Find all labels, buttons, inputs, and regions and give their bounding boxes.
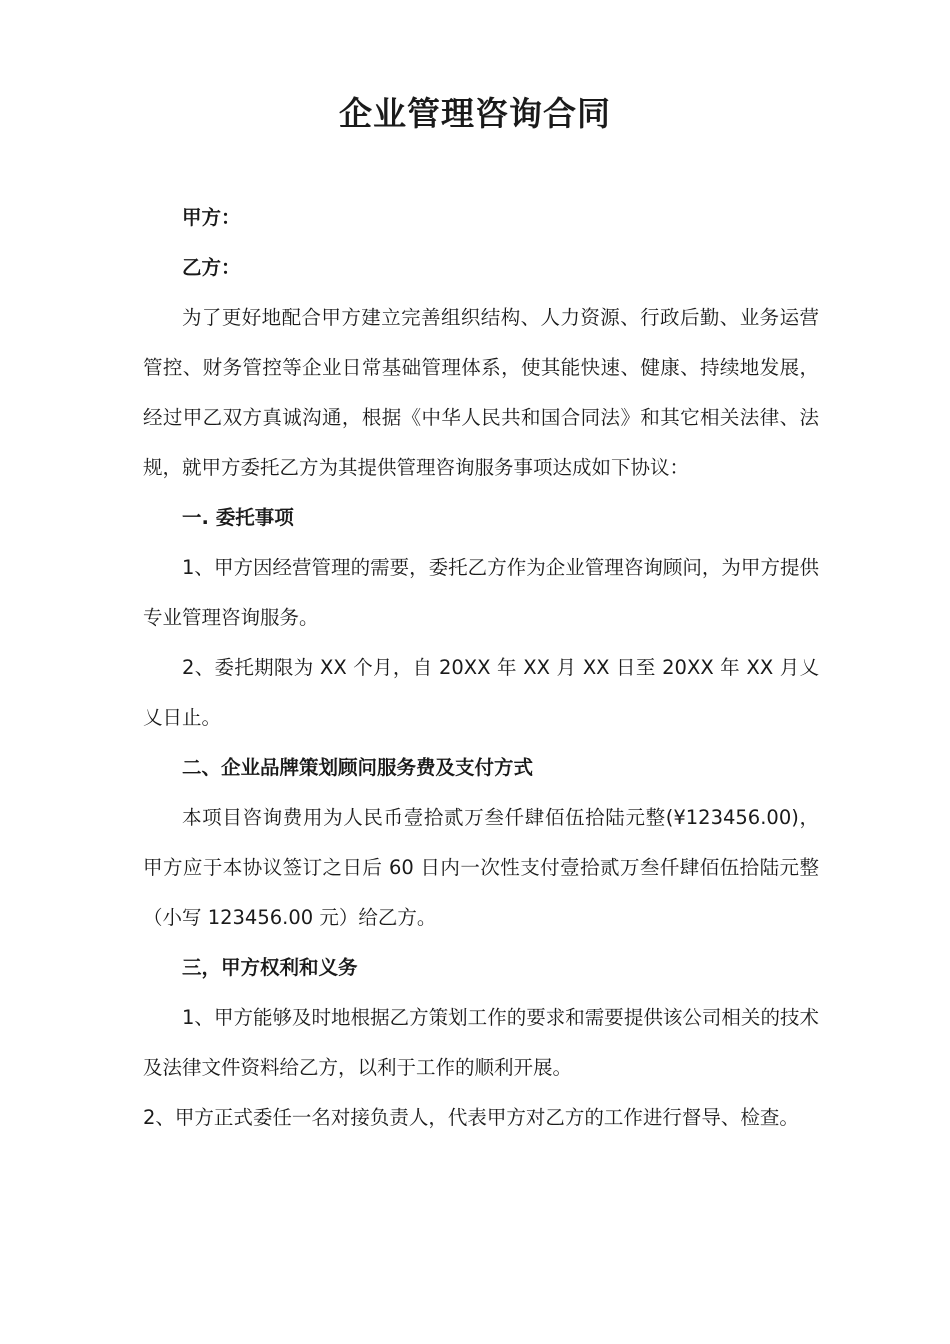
section-1-item-1: 1、甲方因经营管理的需要，委托乙方作为企业管理咨询顾问，为甲方提供专业管理咨询服务。 <box>143 556 819 629</box>
section-1-item-2: 2、委托期限为 XX 个月，自 20XX 年 XX 月 XX 日至 20XX 年 XX 月乂乂日止。 <box>143 656 819 729</box>
section-2-body: 本项目咨询费用为人民币壹拾贰万叁仟肆佰伍拾陆元整(¥123456.00)，甲方应于本协议签订之日后 60 日内一次性支付壹拾贰万叁仟肆佰伍拾陆元整（小写 123456.00 元）给乙方。 <box>143 806 819 929</box>
document-body <box>143 193 819 1143</box>
section-3-item-2: 2、甲方正式委任一名对接负责人，代表甲方对乙方的工作进行督导、检查。 <box>143 1106 799 1129</box>
section-3-item-1: 1、甲方能够及时地根据乙方策划工作的要求和需要提供该公司相关的技术及法律文件资料给乙方，以利于工作的顺利开展。 <box>143 1006 819 1079</box>
section-3-heading: 三，甲方权利和义务 <box>182 956 358 979</box>
section-1-heading: 一. 委托事项 <box>182 506 294 529</box>
document-title: 企业管理咨询合同 <box>339 94 611 133</box>
section-2-heading: 二、企业品牌策划顾问服务费及支付方式 <box>182 756 534 779</box>
party-a-label: 甲方： <box>182 206 241 229</box>
intro-paragraph: 为了更好地配合甲方建立完善组织结构、人力资源、行政后勤、业务运营管控、财务管控等企业日常基础管理体系，使其能快速、健康、持续地发展，经过甲乙双方真诚沟通，根据《中华人民共和国合同法》和其它相关法律、法规，就甲方委托乙方为其提供管理咨询服务事项达成如下协议： <box>143 306 819 479</box>
party-b-label: 乙方： <box>182 256 241 279</box>
